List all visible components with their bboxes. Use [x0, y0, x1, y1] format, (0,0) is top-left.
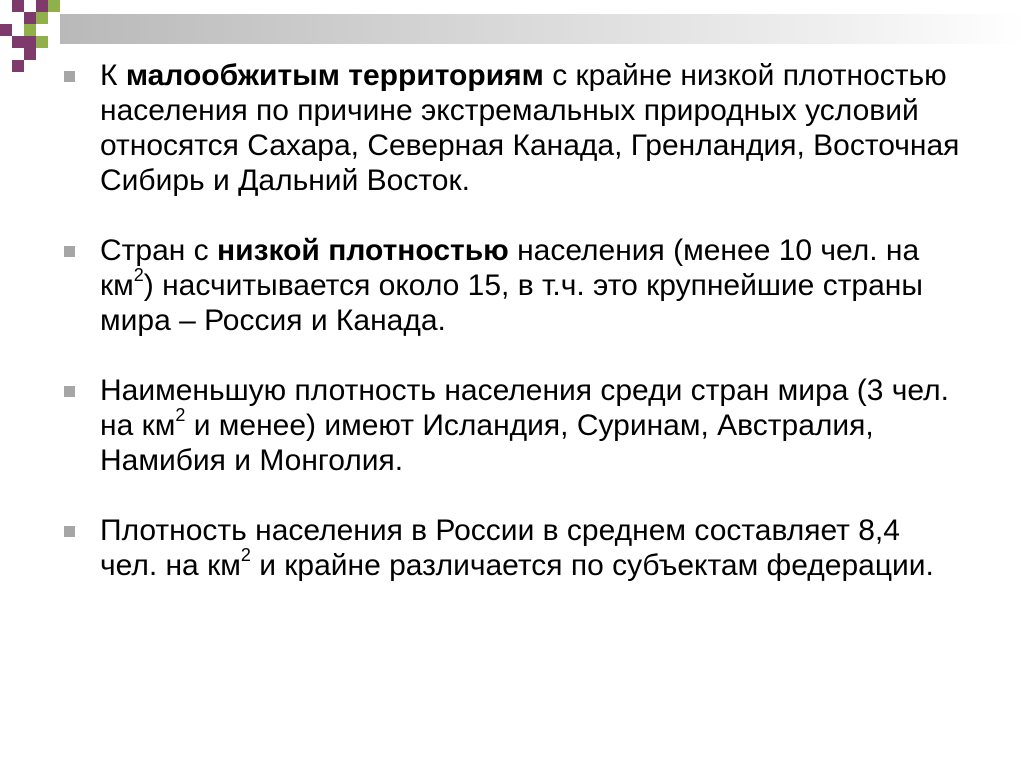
decor-square: [24, 12, 36, 24]
bullet-square-icon: [64, 386, 75, 397]
bullet-square-icon: [64, 526, 75, 537]
bullet-item: [64, 513, 964, 583]
bullet-item: [64, 373, 964, 478]
text-run: Стран с: [100, 234, 218, 267]
bullet-list: [64, 58, 964, 618]
bullet-item: [64, 58, 964, 198]
text-run: К: [100, 59, 126, 92]
bold-term: низкой плотностью: [217, 234, 509, 267]
bullet-text: [100, 233, 964, 338]
decor-square: [36, 36, 48, 48]
bold-term: малообжитым территориям: [125, 59, 544, 92]
text-run: ) насчитывается около 15, в т.ч. это крупнейшие страны мира – Россия и Канада.: [100, 269, 923, 337]
text-run: и крайне различается по субъектам федерации.: [250, 549, 934, 582]
bullet-square-icon: [64, 246, 75, 257]
text-run: и менее) имеют Исландия, Суринам, Австралия, Намибия и Монголия.: [100, 409, 874, 477]
decor-square: [24, 36, 36, 48]
bullet-item: [64, 233, 964, 338]
bullet-text: [100, 58, 964, 198]
decor-square: [12, 0, 24, 12]
text-run: Плотность населения в России в среднем составляет 8,4 чел. на км: [100, 514, 900, 582]
text-run: Наименьшую плотность населения среди стран мира (3 чел. на км: [100, 374, 949, 442]
text-run: населения (менее 10 чел. на км: [100, 234, 920, 302]
decor-square: [0, 24, 12, 36]
header-bar: [60, 14, 1024, 44]
decor-square: [36, 12, 48, 24]
bullet-text: [100, 373, 964, 478]
text-run: с крайне низкой плотностью населения по причине экстремальных природных условий относятся Сахара, Северная Канада, Гренландия, Восточная Сибирь и Дальний Восток.: [100, 59, 960, 197]
superscript: 2: [240, 545, 251, 565]
bullet-square-icon: [64, 71, 75, 82]
decor-square: [36, 0, 48, 12]
decor-square: [12, 36, 24, 48]
decor-square: [48, 0, 60, 12]
bullet-text: [100, 513, 964, 583]
decor-square: [24, 48, 36, 60]
decor-square: [12, 60, 24, 72]
decor-square: [24, 24, 36, 36]
superscript: 2: [133, 265, 144, 285]
superscript: 2: [175, 405, 186, 425]
